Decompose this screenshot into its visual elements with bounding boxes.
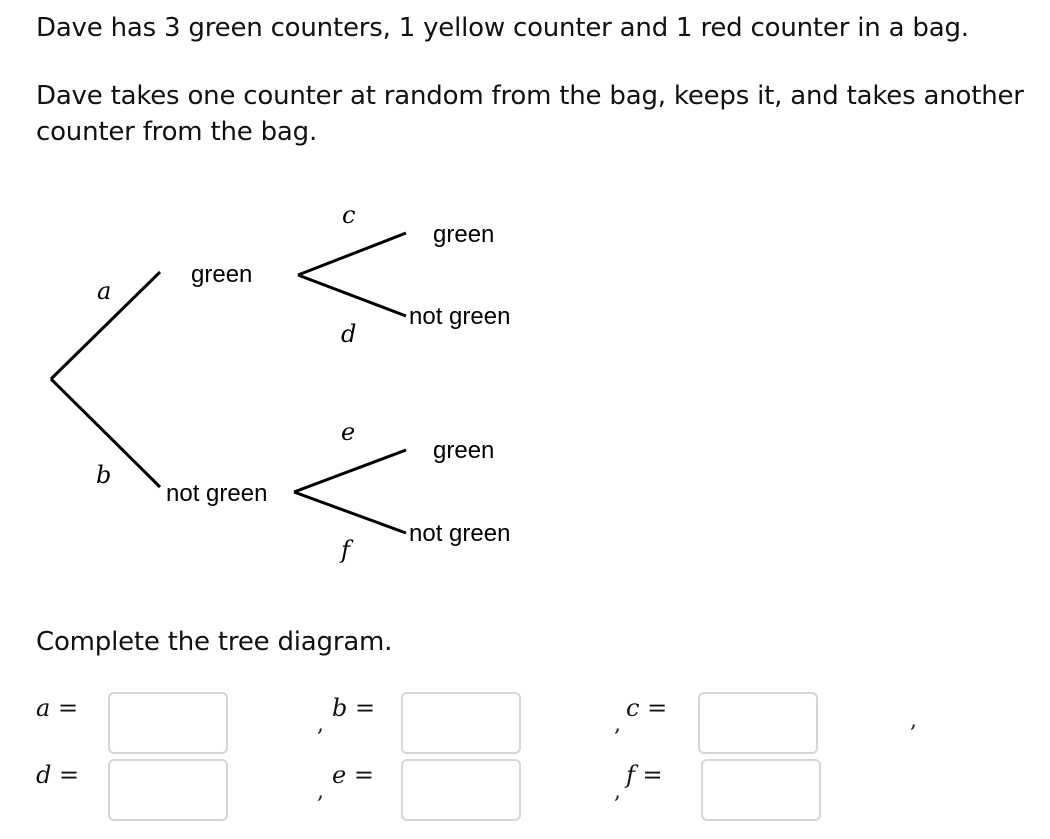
label-f: f =: [626, 761, 663, 789]
first-not-green-label: not green: [166, 480, 268, 507]
second-not-green-label-top: not green: [409, 303, 511, 330]
answer-input-e[interactable]: [401, 759, 521, 821]
answer-input-f[interactable]: [701, 759, 821, 821]
branch-c: [298, 233, 406, 275]
branch-f: [294, 492, 406, 533]
second-not-green-label-bottom: not green: [409, 520, 511, 547]
answer-input-c[interactable]: [698, 692, 818, 754]
separator-comma: ,: [614, 779, 621, 804]
branch-d: [298, 275, 406, 316]
second-green-label-top: green: [433, 221, 495, 248]
variable-e: e: [341, 418, 356, 446]
branch-e: [294, 450, 406, 492]
variable-d: d: [341, 320, 357, 348]
first-green-label: green: [191, 261, 253, 288]
separator-comma: ,: [317, 712, 324, 737]
label-a: a =: [36, 694, 79, 722]
second-green-label-bottom: green: [433, 437, 495, 464]
variable-b: b: [96, 461, 112, 489]
separator-comma: ,: [614, 712, 621, 737]
probability-tree-diagram: [0, 190, 600, 580]
label-e: e =: [332, 761, 374, 789]
variable-f: f: [341, 536, 350, 564]
answer-row-1: [0, 690, 1050, 760]
variable-c: c: [342, 201, 356, 229]
instruction-text: Complete the tree diagram.: [36, 627, 393, 657]
answer-row-2: [0, 757, 1050, 827]
separator-comma: ,: [910, 708, 917, 733]
separator-comma: ,: [317, 779, 324, 804]
variable-a: a: [97, 277, 112, 305]
label-c: c =: [626, 694, 668, 722]
problem-statement-2: Dave takes one counter at random from the bag, keeps it, and takes another counter from the bag.: [36, 81, 1024, 147]
answer-input-a[interactable]: [108, 692, 228, 754]
label-d: d =: [36, 761, 80, 789]
label-b: b =: [332, 694, 376, 722]
answer-input-d[interactable]: [108, 759, 228, 821]
problem-statement-1: Dave has 3 green counters, 1 yellow counter and 1 red counter in a bag.: [36, 13, 969, 43]
answer-input-b[interactable]: [401, 692, 521, 754]
